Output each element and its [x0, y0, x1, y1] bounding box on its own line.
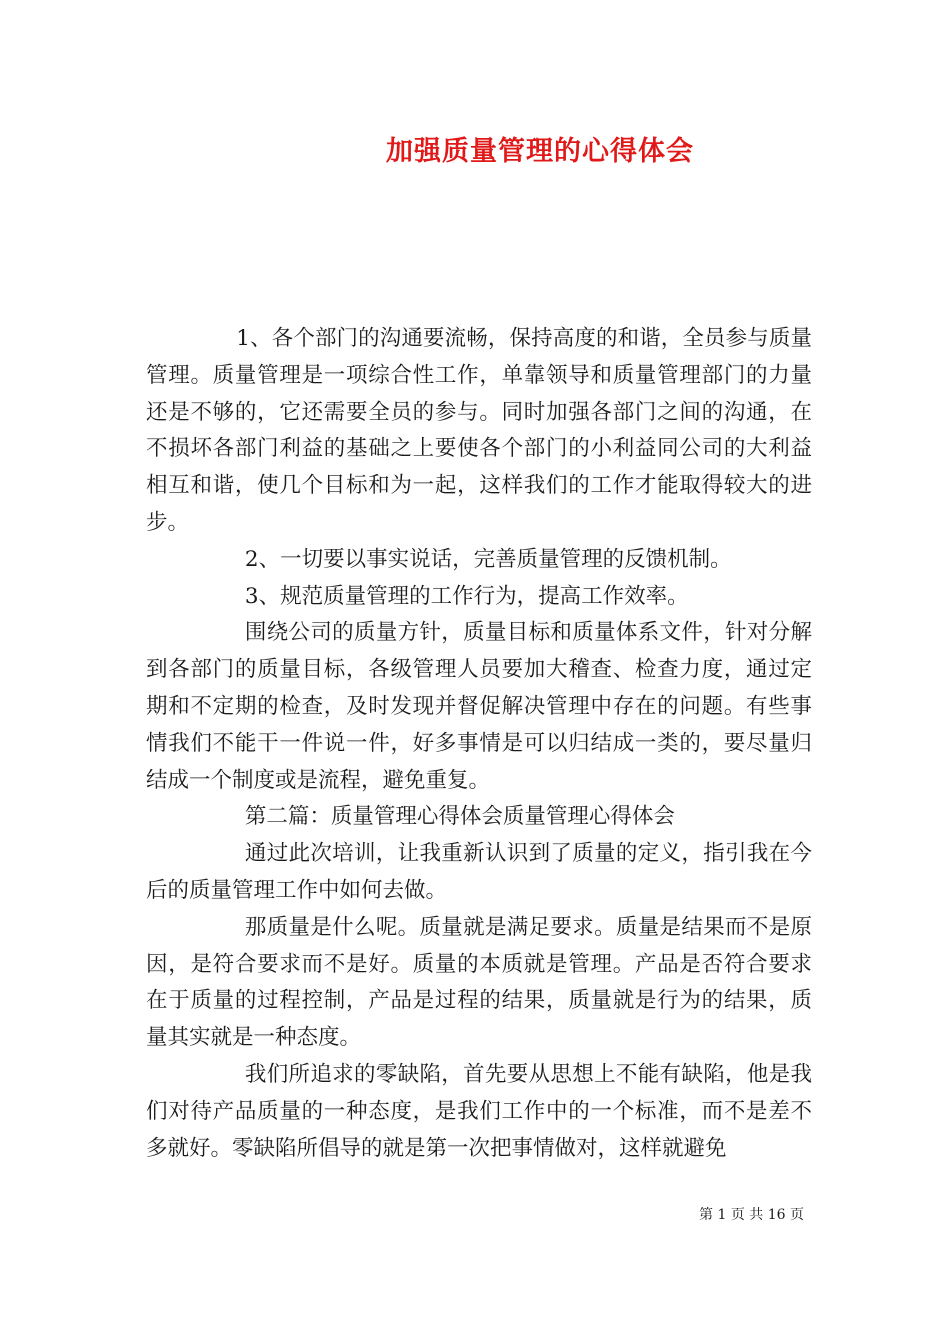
- paragraph-4: 围绕公司的质量方针，质量目标和质量体系文件，针对分解到各部门的质量目标，各级管理人员要加大稽查、检查力度，通过定期和不定期的检查，及时发现并督促解决管理中存在的问题。有些事情我们不能干一件说一件，好多事情是可以归结成一类的，要尽量归结成一个制度或是流程，避免重复。: [146, 620, 812, 793]
- section-heading-second-part: 第二篇：质量管理心得体会质量管理心得体会: [244, 804, 675, 830]
- document-body: [146, 321, 812, 1167]
- paragraph-1: 1、各个部门的沟通要流畅，保持高度的和谐，全员参与质量管理。质量管理是一项综合性工作，单靠领导和质量管理部门的力量还是不够的，它还需要全员的参与。同时加强各部门之间的沟通，在不损坏各部门利益的基础之上要使各个部门的小利益同公司的大利益相互和谐，使几个目标和为一起，这样我们的工作才能取得较大的进步。: [146, 326, 812, 535]
- paragraph-2: 2、一切要以事实说话，完善质量管理的反馈机制。: [244, 546, 732, 572]
- document-title: 加强质量管理的心得体会: [386, 136, 694, 167]
- paragraph-6: 那质量是什么呢。质量就是满足要求。质量是结果而不是原因，是符合要求而不是好。质量的本质就是管理。产品是否符合要求在于质量的过程控制，产品是过程的结果，质量就是行为的结果，质量其实就是一种态度。: [146, 914, 812, 1051]
- paragraph-7: 我们所追求的零缺陷，首先要从思想上不能有缺陷，他是我们对待产品质量的一种态度，是我们工作中的一个标准，而不是差不多就好。零缺陷所倡导的就是第一次把事情做对，这样就避免: [146, 1061, 812, 1161]
- page-number-footer: 第 1 页 共 16 页: [699, 1207, 804, 1223]
- paragraph-3: 3、规范质量管理的工作行为，提高工作效率。: [244, 583, 689, 609]
- paragraph-5: 通过此次培训，让我重新认识到了质量的定义，指引我在今后的质量管理工作中如何去做。: [146, 841, 812, 903]
